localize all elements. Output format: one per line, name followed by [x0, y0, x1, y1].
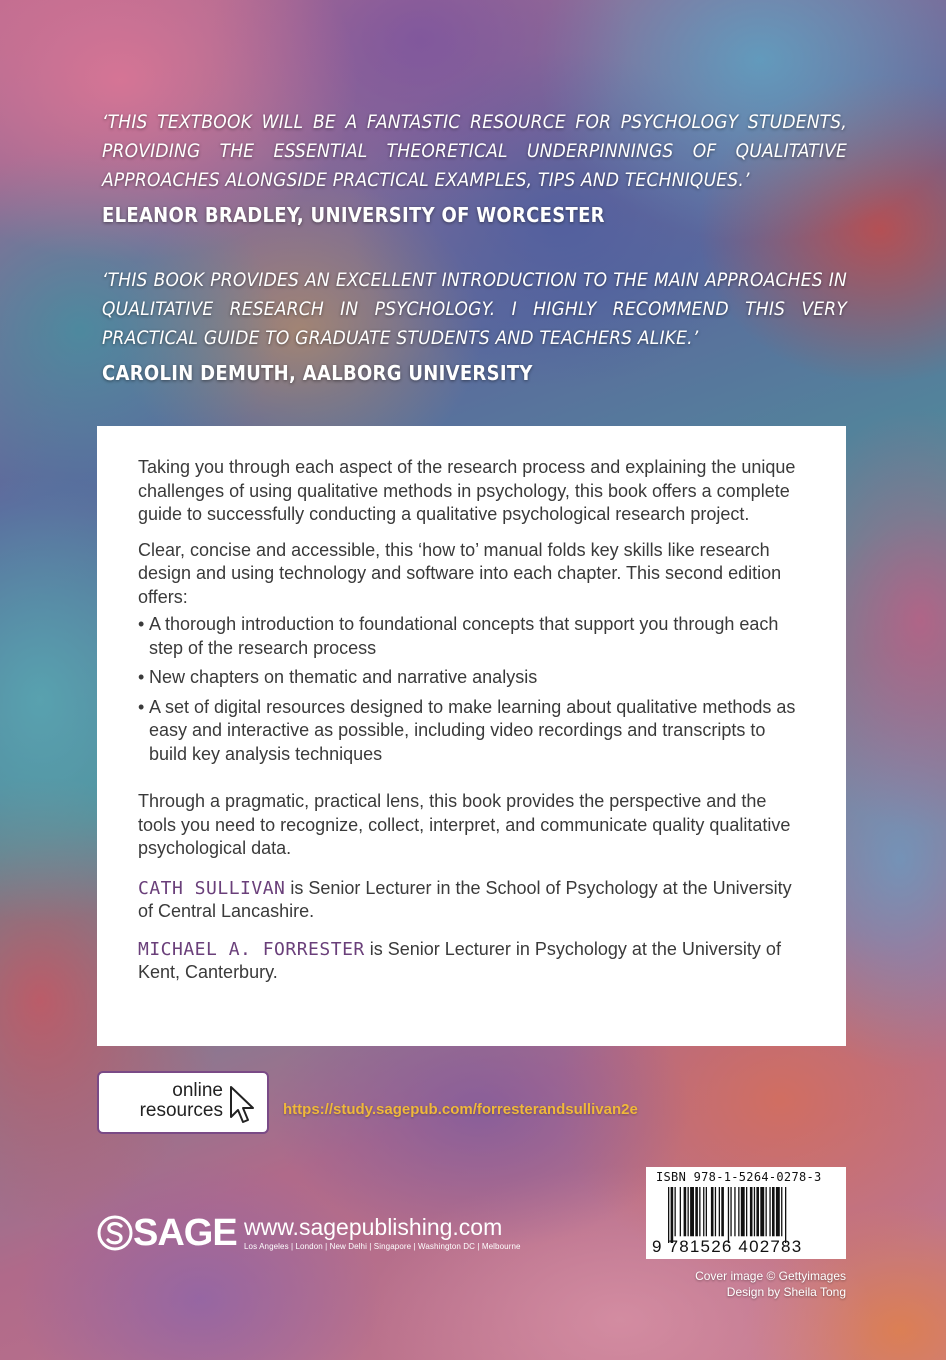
feature-item-text: A thorough introduction to foundational concepts that support you through each step of the research process — [149, 614, 779, 658]
barcode-bar — [675, 1187, 676, 1236]
blurb-content — [138, 456, 808, 997]
isbn-barcode — [646, 1167, 846, 1259]
barcode-bar — [772, 1187, 775, 1236]
cursor-arrow-icon — [229, 1085, 257, 1125]
barcode-bar — [711, 1187, 714, 1236]
barcode-bar — [769, 1187, 770, 1236]
feature-item — [138, 666, 808, 690]
barcode-bar — [734, 1187, 735, 1236]
image-credits — [695, 1268, 846, 1300]
barcode-bar — [699, 1187, 700, 1236]
bullet-icon: • — [138, 614, 145, 634]
barcode-bar — [668, 1187, 669, 1243]
barcode-bar — [695, 1187, 698, 1236]
barcode-bar — [684, 1187, 687, 1236]
author-bio-text: is Senior Lecturer in Psychology at the University of Kent, Canterbury. — [138, 938, 781, 982]
endorsement-source-1: ELEANOR BRADLEY, UNIVERSITY OF WORCESTER — [102, 203, 605, 227]
publisher-cities: Los Angeles | London | New Delhi | Singapore | Washington DC | Melbourne — [244, 1242, 521, 1251]
author-bio-1 — [138, 877, 808, 924]
sage-logo-icon — [97, 1215, 133, 1251]
online-resources-badge[interactable] — [97, 1071, 269, 1134]
barcode-bar — [776, 1187, 780, 1236]
cover-image-credit: Cover image © Gettyimages — [695, 1269, 846, 1283]
author-bio-text: is Senior Lecturer in the School of Psychology at the University of Central Lancashire. — [138, 877, 792, 921]
isbn-label: ISBN 978-1-5264-0278-3 — [656, 1170, 822, 1184]
endorsement-source-2: CAROLIN DEMUTH, AALBORG UNIVERSITY — [102, 361, 533, 385]
barcode-bar — [688, 1187, 689, 1236]
design-credit: Design by Sheila Tong — [726, 1285, 846, 1299]
barcode-bar — [756, 1187, 759, 1236]
barcode-bar — [721, 1187, 724, 1236]
author-name: CATH SULLIVAN — [138, 877, 286, 899]
barcode-bar — [785, 1187, 786, 1243]
barcode-bar — [746, 1187, 747, 1236]
barcode-bar — [680, 1187, 681, 1236]
barcode-bar — [781, 1187, 782, 1236]
bullet-icon: • — [138, 696, 145, 717]
barcode-bar — [741, 1187, 745, 1236]
barcode-bar — [671, 1187, 674, 1243]
blurb-panel — [97, 426, 846, 1046]
barcode-bar — [738, 1187, 739, 1236]
blurb-paragraph-3: Through a pragmatic, practical lens, this book provides the perspective and the tools you need to recognize, collect, interpret, and communicate quality qualitative psychological data. — [138, 791, 791, 858]
feature-item-text: A set of digital resources designed to make learning about qualitative methods as easy and interactive as possible, including video recordings and transcripts to build key analysis techniques — [149, 696, 796, 764]
author-bio-2 — [138, 938, 808, 985]
barcode-bar — [719, 1187, 720, 1236]
blurb-paragraph-1: Taking you through each aspect of the research process and explaining the unique challenges of using qualitative methods in psychology, this book offers a complete guide to successfully conducting a qualitative psychological research project. — [138, 457, 796, 524]
online-resources-url[interactable]: https://study.sagepub.com/forresterandsullivan2e — [283, 1101, 638, 1118]
sage-wordmark: SAGE — [133, 1212, 237, 1254]
barcode-bar — [754, 1187, 755, 1236]
bullet-icon: • — [138, 667, 145, 687]
barcode-icon — [668, 1187, 838, 1243]
barcode-bar — [766, 1187, 767, 1236]
barcode-bar — [750, 1187, 753, 1236]
feature-item-text: New chapters on thematic and narrative analysis — [149, 667, 538, 687]
author-name: MICHAEL A. FORRESTER — [138, 938, 365, 960]
barcode-bar — [703, 1187, 704, 1236]
feature-list — [138, 613, 808, 766]
endorsement-quote-1: ‘THIS TEXTBOOK WILL BE A FANTASTIC RESOURCE FOR PSYCHOLOGY STUDENTS, PROVIDING THE ESSENTIAL THEORETICAL UNDERPINNINGS OF QUALITATIVE APPROACHES ALONGSIDE PRACTICAL EXAMPLES, TIPS AND TECHNIQUES.’ — [102, 111, 847, 191]
feature-item — [138, 696, 808, 767]
barcode-bar — [715, 1187, 716, 1236]
isbn-digits: 9 781526 402783 — [652, 1237, 803, 1256]
barcode-bar — [728, 1187, 729, 1243]
feature-item — [138, 613, 808, 660]
barcode-bar — [690, 1187, 694, 1236]
publisher-website[interactable]: www.sagepublishing.com — [244, 1214, 503, 1240]
online-label-line1: online — [172, 1080, 223, 1101]
barcode-bar — [760, 1187, 764, 1236]
online-label-line2: resources — [139, 1100, 223, 1121]
blurb-paragraph-2: Clear, concise and accessible, this ‘how to’ manual folds key skills like research design and using technology and software into each chapter. This second edition offers: — [138, 539, 782, 607]
online-resources-label — [113, 1081, 223, 1121]
barcode-bar — [706, 1187, 707, 1236]
barcode-bar — [730, 1187, 731, 1236]
endorsement-quote-2: ‘THIS BOOK PROVIDES AN EXCELLENT INTRODUCTION TO THE MAIN APPROACHES IN QUALITATIVE RESEARCH IN PSYCHOLOGY. I HIGHLY RECOMMEND THIS VERY PRACTICAL GUIDE TO GRADUATE STUDENTS AND TEACHERS ALIKE.’ — [102, 269, 847, 349]
